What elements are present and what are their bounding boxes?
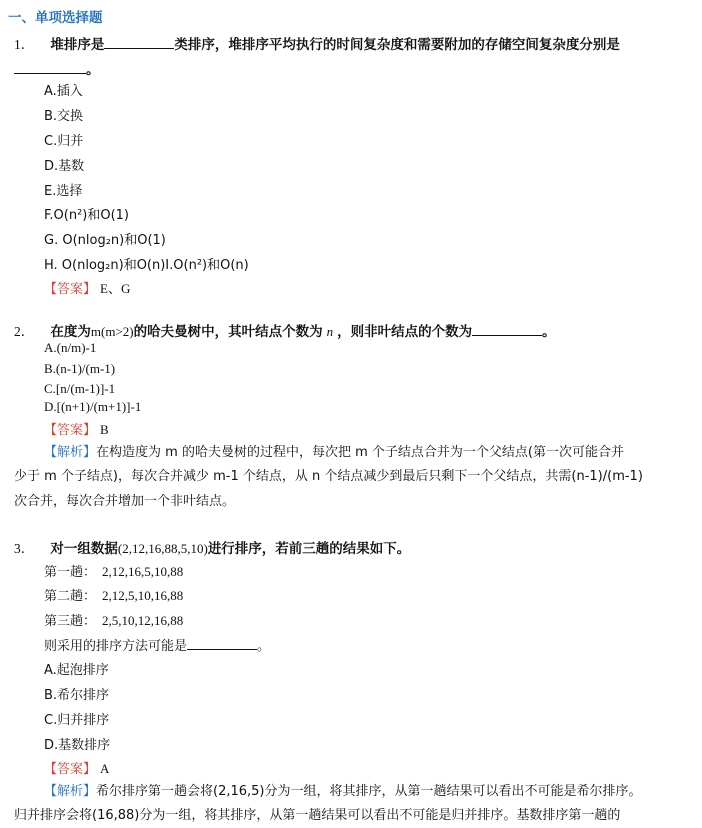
question-prompt-text: 则采用的排序方法可能是 [44,639,188,654]
option-h: H. O(nlog₂n)和O(n)I.O(n²)和O(n) [44,258,249,273]
answer-blank [187,636,257,650]
question-number: 1． [14,37,35,52]
answer-blank [472,322,542,336]
question-math: n [326,324,334,339]
question-1 [14,33,620,53]
section-title: 一、单项选择题 [8,10,103,26]
question-text: ，则非叶结点的个数为 [337,324,473,340]
question-2 [14,320,556,340]
option-b: B.希尔排序 [44,688,110,703]
answer-value: B [100,422,109,437]
option-a: A.起泡排序 [44,663,109,678]
question-3 [14,537,410,557]
option-d: D.基数排序 [44,738,111,753]
pass-label: 第三趟： [44,614,97,629]
question-number: 3． [14,541,35,556]
option-a: A.(n/m)-1 [44,340,97,355]
pass-row [44,561,183,580]
question-text: 进行排序，若前三趟的结果如下。 [207,541,411,557]
option-g: G. O(nlog₂n)和O(1) [44,233,166,248]
option-a: A.插入 [44,84,83,99]
analysis-tag: 【解析】 [44,784,97,799]
pass-value: 2,12,16,5,10,88 [102,564,184,579]
question-text: 堆排序是 [50,37,105,53]
analysis-text: 在构造度为 m 的哈夫曼树的过程中，每次把 m 个子结点合并为一个父结点(第一次可能合并 [96,445,624,460]
answer-line [44,278,130,297]
question-text-end: 。 [86,62,100,78]
question-text: 在度为 [50,324,91,340]
answer-line [44,758,109,777]
answer-tag: 【答案】 [44,423,97,438]
analysis-tag: 【解析】 [44,445,97,460]
pass-row [44,585,183,604]
analysis-line [44,441,624,465]
analysis-line: 归并排序会将(16,88)分为一组，将其排序，从第一趟结果可以看出不可能是归并排序。基数排序第一趟的 [14,808,621,823]
pass-value: 2,12,5,10,16,88 [102,588,184,603]
pass-value: 2,5,10,12,16,88 [102,613,184,628]
question-text: 的哈夫曼树中，其叶结点个数为 [133,324,323,340]
question-text-end: 。 [542,324,556,340]
analysis-line [44,780,642,804]
answer-blank [104,35,174,49]
option-b: B.交换 [44,109,84,124]
option-e: E.选择 [44,184,83,199]
analysis-text: 希尔排序第一趟会将(2,16,5)分为一组，将其排序，从第一趟结果可以看出不可能是希尔排序。 [96,784,642,799]
answer-tag: 【答案】 [44,282,97,297]
question-text: 对一组数据 [50,541,118,557]
option-c: C.归并排序 [44,713,110,728]
question-data: (2,12,16,88,5,10) [117,541,208,556]
option-d: D.[(n+1)/(m+1)]-1 [44,399,142,414]
analysis-line: 少于 m 个子结点)，每次合并减少 m-1 个结点，从 n 个结点减少到最后只剩下一个父结点，共需(n-1)/(m-1) [14,469,643,484]
analysis-line: 次合并，每次合并增加一个非叶结点。 [14,494,236,509]
answer-tag: 【答案】 [44,762,97,777]
pass-label: 第二趟： [44,589,97,604]
pass-row [44,610,183,629]
answer-blank [14,60,86,74]
question-prompt-end: 。 [257,639,271,654]
option-b: B.(n-1)/(m-1) [44,361,116,376]
question-prompt [44,635,270,654]
option-c: C.归并 [44,134,84,149]
answer-value: E、G [100,281,131,296]
question-1-continued [14,58,100,78]
question-number: 2． [14,324,35,339]
question-text: 类排序，堆排序平均执行的时间复杂度和需要附加的存储空间复杂度分别是 [174,37,620,53]
option-f: F.O(n²)和O(1) [44,208,129,223]
answer-value: A [100,761,110,776]
answer-line [44,419,109,438]
question-math: m(m>2) [90,324,134,339]
pass-label: 第一趟： [44,565,97,580]
option-d: D.基数 [44,159,85,174]
option-c: C.[n/(m-1)]-1 [44,381,116,396]
